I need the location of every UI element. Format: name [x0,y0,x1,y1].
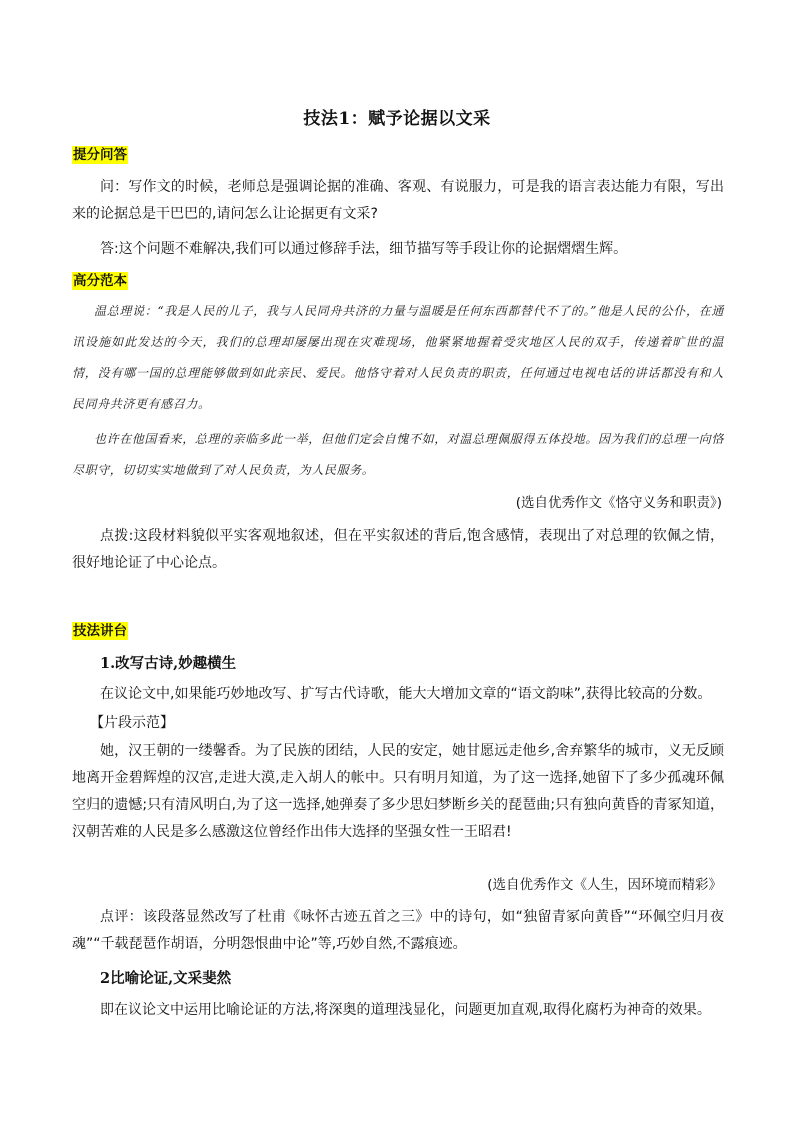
page-title: 技法1：赋予论据以文采 [303,109,491,129]
tag-jifa: 技法讲台 [73,623,127,639]
section1-example: 她，汉王朝的一缕馨香。为了民族的团结，人民的安定，她甘愿远走他乡,舍弃繁华的城市，义无反顾地离开金碧辉煌的汉宫,走进大漠,走入胡人的帐中。只有明月知道，为了这一选择,她留下了多少孤魂环佩空归的遗憾;只有清风明白,为了这一选择,她弹奏了多少思妇梦断乡关的琵琶曲;只有独向黄昏的青冢知道，汉朝苦难的人民是多么感激这位曾经作出伟大选择的坚强女性一王昭君! [72,743,724,840]
section1-comment: 点评：该段落显然改写了杜甫《咏怀古迹五首之三》中的诗句，如“独留青冢向黄昏”“环佩空归月夜魂”“千载琵琶作胡语，分明怨恨曲中论”等,巧妙自然,不露痕迹。 [72,909,724,952]
question-paragraph: 问：写作文的时候，老师总是强调论据的准确、客观、有说服力，可是我的语言表达能力有限，写出来的论据总是干巴巴的,请问怎么让论据更有文采? [72,179,724,222]
section2-intro: 即在议论文中运用比喻论证的方法,将深奥的道理浅显化，问题更加直观,取得化腐朽为神奇的效果。 [100,1002,711,1018]
section1-source: (选自优秀作文《人生，因环境而精彩》 [487,877,722,893]
section1-bracket-label: 【片段示范】 [90,715,174,731]
sample-paragraph-2: 也许在他国看来，总理的亲临多此一举，但他们定会自愧不如，对温总理佩服得五体投地。因为我们的总理一向恪尽职守，切切实实地做到了对人民负责，为人民服务。 [72,432,725,477]
tag-tifen: 提分问答 [73,147,127,163]
section1-intro: 在议论文中,如果能巧妙地改写、扩写古代诗歌，能大大增加文章的“语文韵味”,获得比较高的分数。 [100,686,712,702]
sample-paragraph-1: 温总理说：“我是人民的儿子，我与人民同舟共济的力量与温暖是任何东西都替代不了的。”他是人民的公仆，在通讯设施如此发达的今天，我们的总理却屡屡出现在灾难现场，他紧紧地握着受灾地区人民的双手，传递着旷世的温情，没有哪一国的总理能够做到如此亲民、爱民。他恪守着对人民负责的职责，任何通过电视电话的讲话都没有和人民同舟共济更有感召力。 [72,304,724,411]
tag-gaofen: 高分范本 [73,273,127,289]
section1-heading: 1.改写古诗,妙趣横生 [100,655,237,672]
answer-paragraph: 答:这个问题不难解决,我们可以通过修辞手法，细节描写等手段让你的论据熠熠生辉。 [100,241,628,257]
sample-comment: 点拨:这段材料貌似平实客观地叙述，但在平实叙述的背后,饱含感情，表现出了对总理的钦佩之情，很好地论证了中心论点。 [72,528,724,571]
section2-heading: 2比喻论证,文采斐然 [100,970,232,987]
sample-source: (选自优秀作文《恪守义务和职责》) [515,495,722,511]
